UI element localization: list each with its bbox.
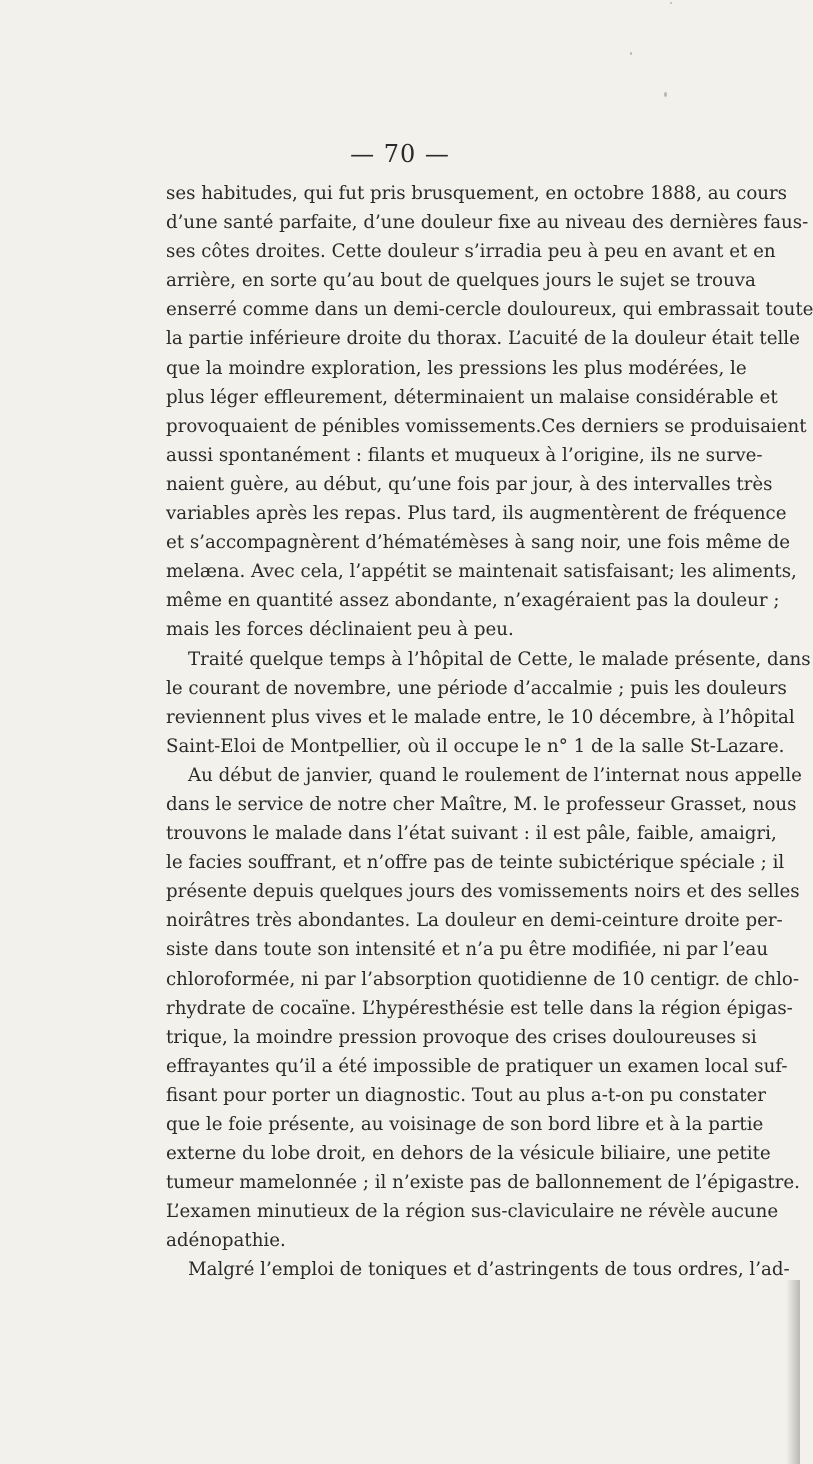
text-line: naient guère, au début, qu’une fois par jour, à des intervalles très — [166, 473, 773, 495]
text-line: reviennent plus vives et le malade entre, le 10 décembre, à l’hôpital — [166, 706, 795, 728]
text-line: melæna. Avec cela, l’appétit se maintenait satisfaisant; les aliments, — [166, 561, 797, 583]
paragraph — [166, 761, 802, 1256]
text-line: dans le service de notre cher Maître, M. le professeur Grasset, nous — [166, 793, 797, 815]
text-line: adénopathie. — [166, 1230, 286, 1252]
text-line: Au début de janvier, quand le roulement de l’internat nous appelle — [188, 764, 802, 786]
paper-speck — [664, 92, 667, 97]
page-edge-shadow — [786, 1280, 800, 1464]
text-line: présente depuis quelques jours des vomissements noirs et des selles — [166, 881, 800, 903]
text-line: Saint-Eloi de Montpellier, où il occupe le n° 1 de la salle St-Lazare. — [166, 735, 785, 757]
paper-speck — [630, 52, 632, 55]
text-line: Malgré l’emploi de toniques et d’astringents de tous ordres, l’ad- — [188, 1259, 790, 1281]
text-line: noirâtres très abondantes. La douleur en demi-ceinture droite per- — [166, 910, 783, 932]
text-line: ses habitudes, qui fut pris brusquement, en octobre 1888, au cours — [166, 183, 788, 204]
paragraph — [166, 645, 811, 761]
text-line: ses côtes droites. Cette douleur s’irradia peu à peu en avant et en — [166, 241, 776, 263]
text-line: siste dans toute son intensité et n’a pu être modifiée, ni par l’eau — [166, 939, 769, 961]
text-line: tumeur mamelonnée ; il n’existe pas de ballonnement de l’épigastre. — [166, 1172, 800, 1194]
text-line: variables après les repas. Plus tard, ils augmentèrent de fréquence — [166, 503, 787, 525]
text-line: même en quantité assez abondante, n’exagéraient pas la douleur ; — [166, 590, 780, 612]
text-line: Traité quelque temps à l’hôpital de Cette, le malade présente, dans — [188, 648, 811, 670]
text-line: provoquaient de pénibles vomissements.Ces derniers se produisaient — [166, 415, 807, 437]
text-line: le facies souffrant, et n’offre pas de teinte subictérique spéciale ; il — [166, 852, 785, 874]
text-line: que le foie présente, au voisinage de son bord libre et à la partie — [166, 1114, 764, 1135]
paper-speck — [670, 2, 672, 4]
text-line: arrière, en sorte qu’au bout de quelques jours le sujet se trouva — [166, 270, 756, 292]
text-line: que la moindre exploration, les pressions les plus modérées, le — [166, 357, 747, 379]
paragraph — [166, 1255, 790, 1284]
text-line: plus léger effleurement, déterminaient un malaise considérable et — [166, 386, 778, 408]
text-line: et s’accompagnèrent d’hématémèses à sang noir, une fois même de — [166, 532, 790, 554]
text-line: d’une santé parfaite, d’une douleur fixe au niveau des dernières faus- — [166, 212, 809, 234]
text-line: externe du lobe droit, en dehors de la vésicule biliaire, une petite — [166, 1143, 771, 1165]
body-text — [166, 179, 813, 1285]
text-line: effrayantes qu’il a été impossible de pratiquer un examen local suf- — [166, 1055, 788, 1077]
text-line: enserré comme dans un demi-cercle douloureux, qui embrassait toute — [166, 299, 813, 321]
page-number: — 70 — — [350, 140, 450, 168]
text-line: mais les forces déclinaient peu à peu. — [166, 619, 514, 641]
text-line: fisant pour porter un diagnostic. Tout au plus a-t-on pu constater — [166, 1084, 766, 1106]
paragraph — [166, 179, 813, 645]
text-line: la partie inférieure droite du thorax. L’acuité de la douleur était telle — [166, 328, 800, 350]
text-line: L’examen minutieux de la région sus-claviculaire ne révèle aucune — [166, 1201, 779, 1223]
text-line: rhydrate de cocaïne. L’hypéresthésie est telle dans la région épigas- — [166, 997, 793, 1019]
text-line: trique, la moindre pression provoque des crises douloureuses si — [166, 1026, 757, 1048]
text-line: le courant de novembre, une période d’accalmie ; puis les douleurs — [166, 677, 787, 699]
text-line: aussi spontanément : filants et muqueux à l’origine, ils ne surve- — [166, 444, 763, 466]
text-line: chloroformée, ni par l’absorption quotidienne de 10 centigr. de chlo- — [166, 968, 799, 990]
text-line: trouvons le malade dans l’état suivant : il est pâle, faible, amaigri, — [166, 823, 777, 845]
